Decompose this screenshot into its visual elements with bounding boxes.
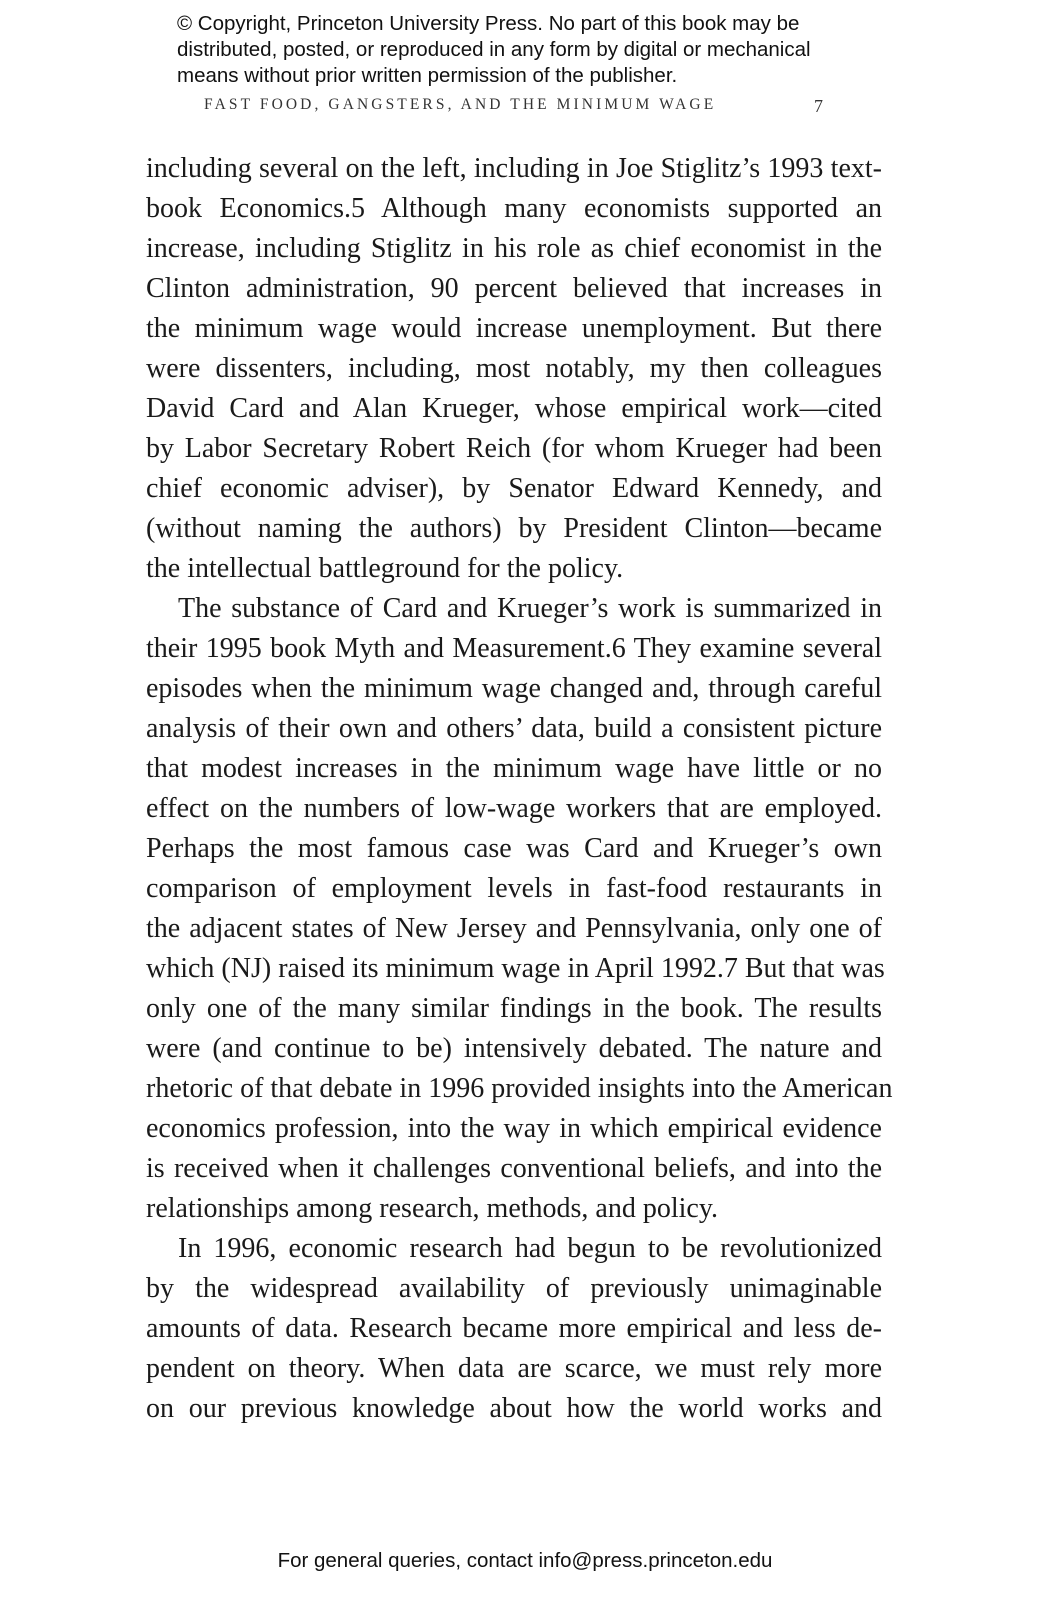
running-head-title: FAST FOOD, GANGSTERS, AND THE MINIMUM WAGE (204, 96, 717, 113)
text-line: by the widespread availability of previously unimaginable (146, 1273, 882, 1304)
text-line: chief economic adviser), by Senator Edward Kennedy, and (146, 473, 882, 504)
copyright-line: means without prior written permission of the publisher. (177, 64, 678, 87)
body-text (146, 149, 893, 1429)
text-line: Perhaps the most famous case was Card and Krueger’s own (146, 833, 882, 864)
text-line: their 1995 book Myth and Measurement.6 They examine several (146, 633, 882, 664)
text-line: amounts of data. Research became more empirical and less de- (146, 1313, 882, 1344)
text-line: comparison of employment levels in fast-food restaurants in (146, 873, 882, 904)
text-line: only one of the many similar findings in the book. The results (146, 993, 882, 1024)
text-line: increase, including Stiglitz in his role as chief economist in the (146, 233, 882, 264)
text-line: on our previous knowledge about how the world works and (146, 1393, 882, 1424)
text-line: effect on the numbers of low-wage workers that are employed. (146, 793, 882, 824)
text-line: the adjacent states of New Jersey and Pennsylvania, only one of (146, 913, 882, 944)
text-line: pendent on theory. When data are scarce, we must rely more (146, 1353, 882, 1384)
text-line: rhetoric of that debate in 1996 provided insights into the American (146, 1073, 893, 1104)
text-line: (without naming the authors) by President Clinton—became (146, 513, 882, 544)
text-line: relationships among research, methods, and policy. (146, 1193, 719, 1224)
text-line: by Labor Secretary Robert Reich (for whom Krueger had been (146, 433, 882, 464)
page-number: 7 (814, 96, 823, 116)
text-line: were dissenters, including, most notably, my then colleagues (146, 353, 882, 384)
text-line: analysis of their own and others’ data, build a consistent picture (146, 713, 882, 744)
copyright-notice (177, 11, 937, 89)
text-line: that modest increases in the minimum wage have little or no (146, 753, 882, 784)
text-line: the intellectual battleground for the policy. (146, 553, 624, 584)
copyright-line: distributed, posted, or reproduced in any form by digital or mechanical (177, 38, 811, 61)
copyright-line: © Copyright, Princeton University Press. No part of this book may be (177, 12, 800, 35)
text-line: is received when it challenges conventional beliefs, and into the (146, 1153, 882, 1184)
text-line: were (and continue to be) intensively debated. The nature and (146, 1033, 882, 1064)
running-head (204, 96, 844, 114)
text-line: economics profession, into the way in which empirical evidence (146, 1113, 882, 1144)
text-line: including several on the left, including in Joe Stiglitz’s 1993 text- (146, 153, 882, 184)
text-line: episodes when the minimum wage changed and, through careful (146, 673, 882, 704)
text-line: Clinton administration, 90 percent believed that increases in (146, 273, 882, 304)
text-line: book Economics.5 Although many economists supported an (146, 193, 882, 224)
text-line: the minimum wage would increase unemployment. But there (146, 313, 882, 344)
text-line: which (NJ) raised its minimum wage in April 1992.7 But that was (146, 953, 885, 984)
text-line: David Card and Alan Krueger, whose empirical work—cited (146, 393, 882, 424)
paragraph-start-line: In 1996, economic research had begun to be revolutionized (178, 1233, 882, 1264)
footer-contact: For general queries, contact info@press.princeton.edu (277, 1549, 773, 1572)
paragraph-start-line: The substance of Card and Krueger’s work is summarized in (178, 593, 882, 624)
